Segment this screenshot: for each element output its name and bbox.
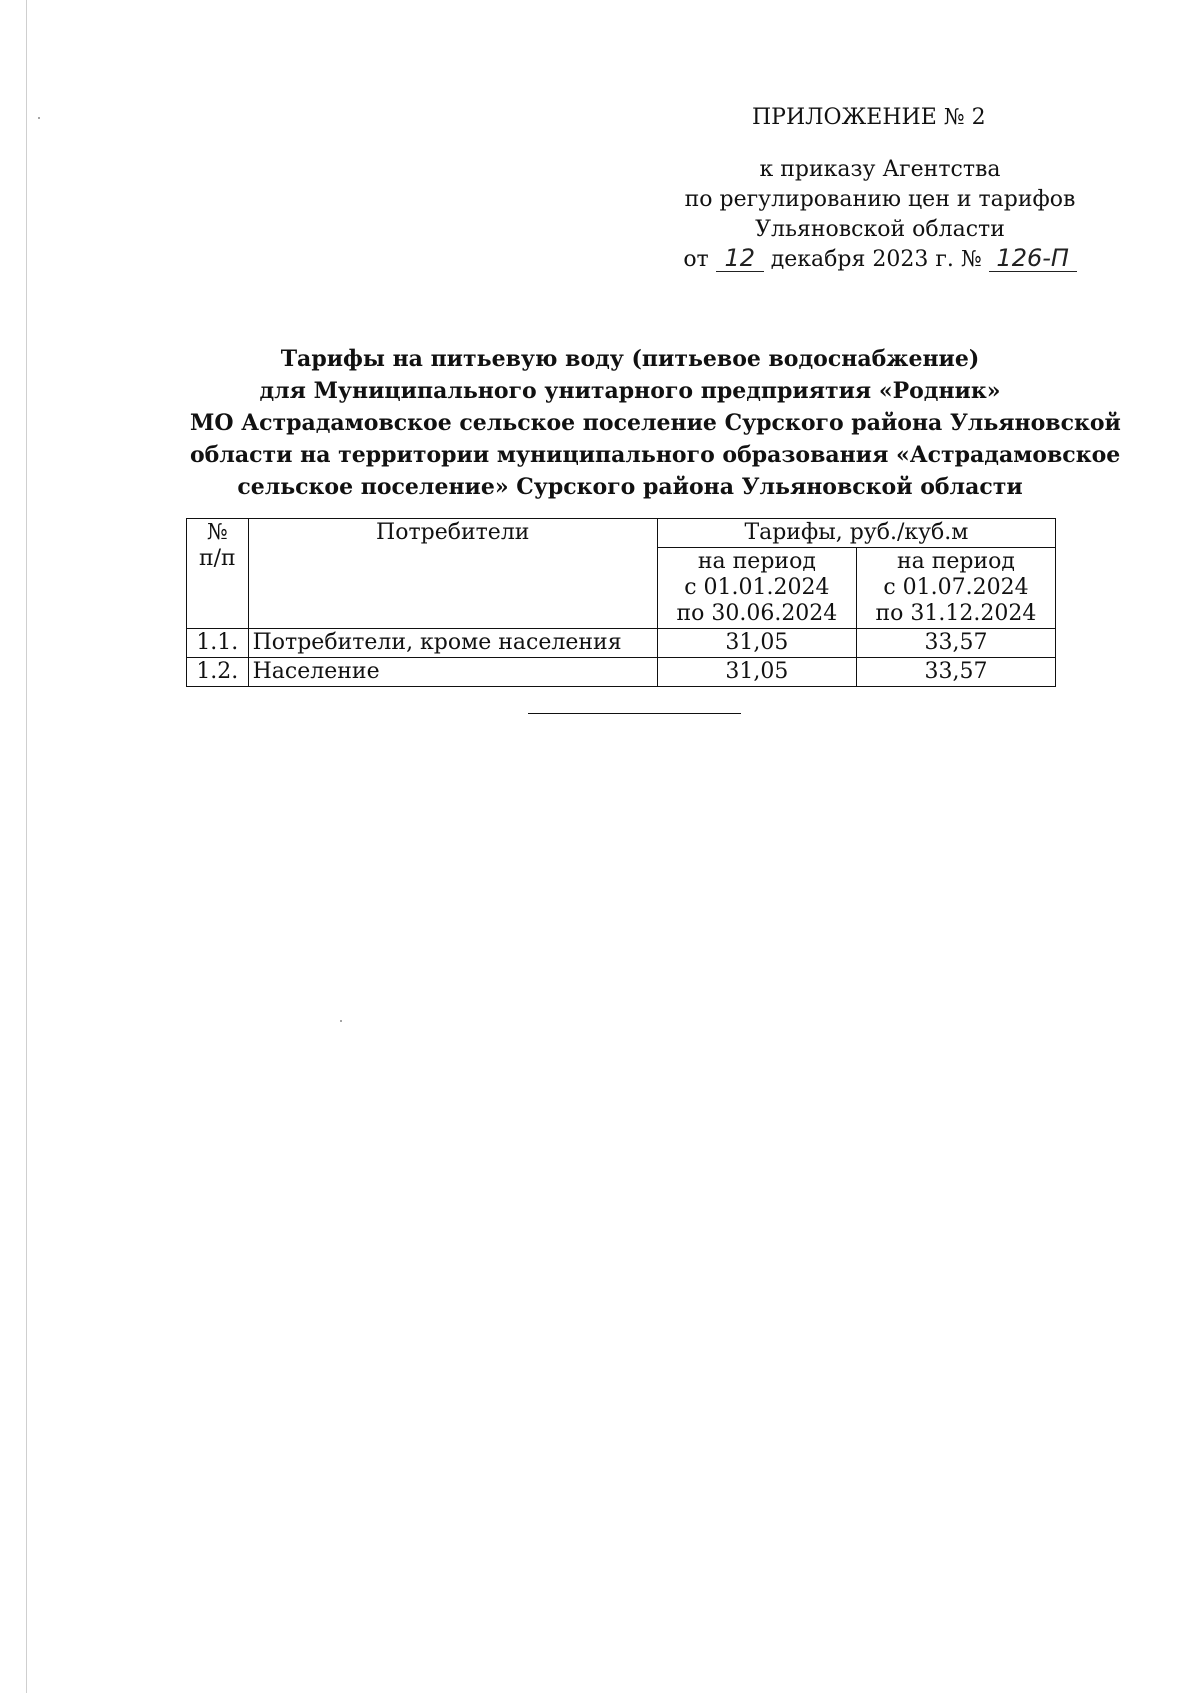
row-tariff-period-2: 33,57 xyxy=(856,629,1055,658)
title-line-1: Тарифы на питьевую воду (питьевое водоснабжение) xyxy=(280,346,980,372)
row-consumer: Потребители, кроме населения xyxy=(248,629,657,658)
header-consumers: Потребители xyxy=(248,519,657,629)
title-line-4: области на территории муниципального образования «Астрадамовское xyxy=(190,442,1121,468)
header-number-abbr: п/п xyxy=(198,546,236,571)
tariffs-table xyxy=(186,518,1056,687)
row-consumer: Население xyxy=(248,658,657,687)
title-line-3: МО Астрадамовское сельское поселение Сурского района Ульяновской xyxy=(190,410,1121,436)
end-separator-line xyxy=(528,713,741,714)
row-number: 1.1. xyxy=(187,629,249,658)
order-day-handwritten: 12 xyxy=(716,245,764,272)
header-number-symbol: № xyxy=(206,520,228,545)
scan-speck xyxy=(340,1020,342,1022)
period-1-line-1: на период xyxy=(697,549,816,574)
period-1-line-3: по 30.06.2024 xyxy=(676,601,838,626)
row-number: 1.2. xyxy=(187,658,249,687)
order-month-year: декабря 2023 г. № xyxy=(770,247,982,272)
order-from-prefix: от xyxy=(683,247,709,272)
header-period-1 xyxy=(657,548,856,629)
row-tariff-period-2: 33,57 xyxy=(856,658,1055,687)
order-line-3: Ульяновской области xyxy=(755,217,1005,242)
row-tariff-period-1: 31,05 xyxy=(657,658,856,687)
table-row xyxy=(187,629,1056,658)
table-header-row xyxy=(187,519,1056,548)
header-tariffs: Тарифы, руб./куб.м xyxy=(657,519,1055,548)
header-period-2 xyxy=(856,548,1055,629)
period-2-line-1: на период xyxy=(896,549,1015,574)
period-2-line-3: по 31.12.2024 xyxy=(875,601,1037,626)
title-line-5: сельское поселение» Сурского района Ульяновской области xyxy=(237,474,1023,500)
period-1-line-2: с 01.01.2024 xyxy=(684,575,830,600)
row-tariff-period-1: 31,05 xyxy=(657,629,856,658)
appendix-heading xyxy=(752,103,1052,133)
order-reference xyxy=(660,155,1100,275)
order-number-handwritten: 126-П xyxy=(989,245,1077,272)
scan-speck xyxy=(38,117,40,119)
page-edge-line xyxy=(26,0,27,1693)
period-2-line-2: с 01.07.2024 xyxy=(883,575,1029,600)
order-line-1: к приказу Агентства xyxy=(759,157,1001,182)
table-row xyxy=(187,658,1056,687)
header-number xyxy=(187,519,249,629)
order-line-2: по регулированию цен и тарифов xyxy=(684,187,1076,212)
appendix-title: ПРИЛОЖЕНИЕ № 2 xyxy=(752,105,986,130)
document-title xyxy=(190,343,1121,503)
order-date-line xyxy=(660,245,1100,275)
title-line-2: для Муниципального унитарного предприятия «Родник» xyxy=(259,378,1001,404)
